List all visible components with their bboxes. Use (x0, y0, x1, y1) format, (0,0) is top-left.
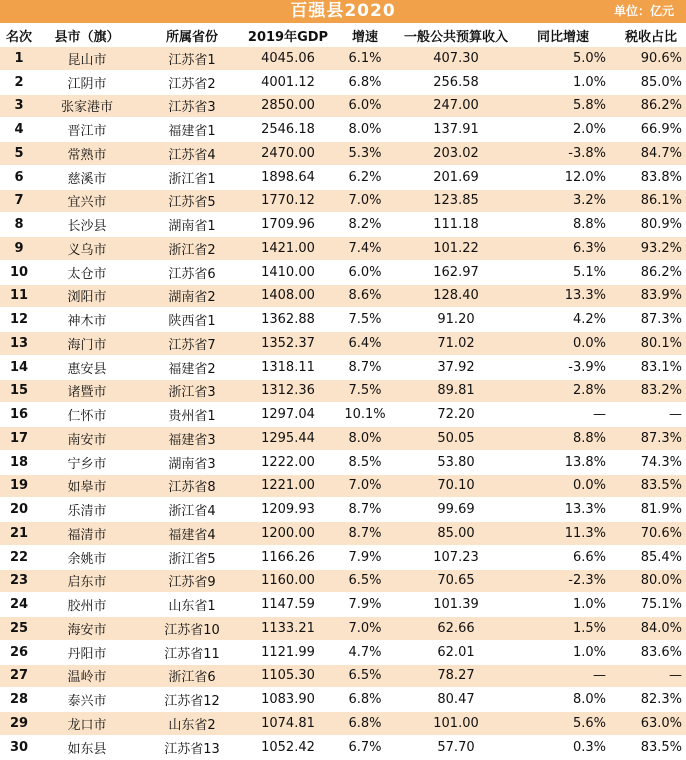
province-cell: 江苏省12 (136, 688, 244, 712)
rank-cell: 19 (0, 474, 38, 498)
unit-label: 单位：亿元 (613, 4, 674, 18)
province-cell: 江苏省2 (136, 70, 244, 94)
gdp-cell: 1121.99 (244, 640, 332, 664)
gdp-cell: 1105.30 (244, 664, 332, 688)
gdp-cell: 1052.42 (244, 735, 332, 759)
yoy-cell: 5.0% (514, 47, 612, 70)
city-cell: 丹阳市 (38, 640, 136, 664)
rank-cell: 29 (0, 712, 38, 736)
rank-cell: 7 (0, 189, 38, 213)
table-row (0, 332, 686, 356)
growth-cell: 6.5% (332, 569, 398, 593)
table-row (0, 545, 686, 569)
revenue-cell: 62.66 (398, 617, 514, 641)
province-cell: 江苏省11 (136, 640, 244, 664)
gdp-cell: 4045.06 (244, 47, 332, 70)
growth-cell: 6.8% (332, 688, 398, 712)
city-cell: 温岭市 (38, 664, 136, 688)
gdp-cell: 1221.00 (244, 474, 332, 498)
tax-share-cell: 86.1% (612, 189, 686, 213)
city-cell: 仁怀市 (38, 403, 136, 427)
header-row (0, 23, 686, 47)
growth-cell: 7.5% (332, 308, 398, 332)
gdp-cell: 2546.18 (244, 118, 332, 142)
table-row (0, 47, 686, 70)
revenue-cell: 162.97 (398, 260, 514, 284)
tax-share-cell: 86.2% (612, 260, 686, 284)
province-cell: 江苏省3 (136, 94, 244, 118)
yoy-cell: 1.0% (514, 593, 612, 617)
revenue-cell: 128.40 (398, 284, 514, 308)
rank-cell: 21 (0, 522, 38, 546)
revenue-cell: 256.58 (398, 70, 514, 94)
table-row (0, 617, 686, 641)
table-row (0, 735, 686, 759)
growth-cell: 5.3% (332, 142, 398, 166)
revenue-cell: 101.39 (398, 593, 514, 617)
tax-share-cell: 80.1% (612, 332, 686, 356)
gdp-cell: 4001.12 (244, 70, 332, 94)
province-cell: 陕西省1 (136, 308, 244, 332)
growth-cell: 6.0% (332, 94, 398, 118)
tax-share-cell: 80.9% (612, 213, 686, 237)
revenue-cell: 80.47 (398, 688, 514, 712)
table-row (0, 474, 686, 498)
gdp-cell: 1074.81 (244, 712, 332, 736)
yoy-cell: 8.8% (514, 213, 612, 237)
province-cell: 福建省1 (136, 118, 244, 142)
rank-cell: 26 (0, 640, 38, 664)
yoy-cell: 0.0% (514, 474, 612, 498)
revenue-cell: 85.00 (398, 522, 514, 546)
province-cell: 江苏省10 (136, 617, 244, 641)
rank-cell: 25 (0, 617, 38, 641)
city-cell: 南安市 (38, 427, 136, 451)
table-row (0, 522, 686, 546)
gdp-cell: 1362.88 (244, 308, 332, 332)
tax-share-cell: 83.1% (612, 355, 686, 379)
city-cell: 诸暨市 (38, 379, 136, 403)
rank-cell: 3 (0, 94, 38, 118)
title-bar (0, 0, 686, 23)
province-cell: 江苏省7 (136, 332, 244, 356)
revenue-cell: 62.01 (398, 640, 514, 664)
col-header-city: 县市（旗） (38, 23, 136, 47)
growth-cell: 7.0% (332, 617, 398, 641)
province-cell: 湖南省1 (136, 213, 244, 237)
revenue-cell: 78.27 (398, 664, 514, 688)
tax-share-cell: 83.2% (612, 379, 686, 403)
yoy-cell: 5.1% (514, 260, 612, 284)
yoy-cell: 13.3% (514, 498, 612, 522)
yoy-cell: 11.3% (514, 522, 612, 546)
city-cell: 义乌市 (38, 237, 136, 261)
city-cell: 晋江市 (38, 118, 136, 142)
revenue-cell: 37.92 (398, 355, 514, 379)
city-cell: 如东县 (38, 735, 136, 759)
col-header-tax-share: 税收占比 (612, 23, 686, 47)
revenue-cell: 201.69 (398, 165, 514, 189)
yoy-cell: 1.5% (514, 617, 612, 641)
tax-share-cell: 90.6% (612, 47, 686, 70)
revenue-cell: 50.05 (398, 427, 514, 451)
gdp-cell: 1083.90 (244, 688, 332, 712)
col-header-gdp: 2019年GDP (244, 23, 332, 47)
rank-cell: 18 (0, 450, 38, 474)
gdp-cell: 1312.36 (244, 379, 332, 403)
table-row (0, 355, 686, 379)
table-row (0, 189, 686, 213)
rank-cell: 14 (0, 355, 38, 379)
gdp-cell: 1410.00 (244, 260, 332, 284)
province-cell: 江苏省13 (136, 735, 244, 759)
gdp-cell: 1421.00 (244, 237, 332, 261)
city-cell: 昆山市 (38, 47, 136, 70)
rank-cell: 12 (0, 308, 38, 332)
province-cell: 江苏省5 (136, 189, 244, 213)
yoy-cell: -3.9% (514, 355, 612, 379)
table-row (0, 403, 686, 427)
province-cell: 江苏省4 (136, 142, 244, 166)
tax-share-cell: 83.5% (612, 735, 686, 759)
revenue-cell: 203.02 (398, 142, 514, 166)
city-cell: 惠安县 (38, 355, 136, 379)
table-row (0, 165, 686, 189)
growth-cell: 8.5% (332, 450, 398, 474)
gdp-cell: 1133.21 (244, 617, 332, 641)
revenue-cell: 247.00 (398, 94, 514, 118)
revenue-cell: 72.20 (398, 403, 514, 427)
revenue-cell: 70.10 (398, 474, 514, 498)
gdp-cell: 1222.00 (244, 450, 332, 474)
yoy-cell: -2.3% (514, 569, 612, 593)
yoy-cell: 3.2% (514, 189, 612, 213)
yoy-cell: 8.0% (514, 688, 612, 712)
yoy-cell: 8.8% (514, 427, 612, 451)
col-header-rank: 名次 (0, 23, 38, 47)
city-cell: 泰兴市 (38, 688, 136, 712)
tax-share-cell: 63.0% (612, 712, 686, 736)
province-cell: 浙江省4 (136, 498, 244, 522)
yoy-cell: 5.8% (514, 94, 612, 118)
rank-cell: 1 (0, 47, 38, 70)
province-cell: 浙江省2 (136, 237, 244, 261)
revenue-cell: 99.69 (398, 498, 514, 522)
rank-cell: 4 (0, 118, 38, 142)
rank-cell: 6 (0, 165, 38, 189)
growth-cell: 7.9% (332, 593, 398, 617)
growth-cell: 8.6% (332, 284, 398, 308)
rank-cell: 10 (0, 260, 38, 284)
growth-cell: 8.7% (332, 498, 398, 522)
revenue-cell: 53.80 (398, 450, 514, 474)
gdp-cell: 2470.00 (244, 142, 332, 166)
table-row (0, 94, 686, 118)
growth-cell: 8.7% (332, 355, 398, 379)
ranking-table (0, 23, 686, 760)
table-row (0, 664, 686, 688)
city-cell: 宜兴市 (38, 189, 136, 213)
gdp-cell: 1770.12 (244, 189, 332, 213)
col-header-yoy: 同比增速 (514, 23, 612, 47)
city-cell: 如皋市 (38, 474, 136, 498)
rank-cell: 5 (0, 142, 38, 166)
rank-cell: 24 (0, 593, 38, 617)
rank-cell: 16 (0, 403, 38, 427)
yoy-cell: — (514, 403, 612, 427)
revenue-cell: 107.23 (398, 545, 514, 569)
growth-cell: 6.8% (332, 70, 398, 94)
growth-cell: 6.0% (332, 260, 398, 284)
tax-share-cell: 83.8% (612, 165, 686, 189)
growth-cell: 8.2% (332, 213, 398, 237)
revenue-cell: 137.91 (398, 118, 514, 142)
growth-cell: 8.7% (332, 522, 398, 546)
growth-cell: 6.7% (332, 735, 398, 759)
gdp-cell: 1295.44 (244, 427, 332, 451)
revenue-cell: 91.20 (398, 308, 514, 332)
yoy-cell: 4.2% (514, 308, 612, 332)
yoy-cell: 6.6% (514, 545, 612, 569)
table-row (0, 237, 686, 261)
tax-share-cell: 75.1% (612, 593, 686, 617)
table-row (0, 379, 686, 403)
city-cell: 宁乡市 (38, 450, 136, 474)
growth-cell: 10.1% (332, 403, 398, 427)
revenue-cell: 71.02 (398, 332, 514, 356)
growth-cell: 7.5% (332, 379, 398, 403)
table-row (0, 213, 686, 237)
city-cell: 神木市 (38, 308, 136, 332)
tax-share-cell: 83.5% (612, 474, 686, 498)
city-cell: 启东市 (38, 569, 136, 593)
gdp-cell: 1147.59 (244, 593, 332, 617)
table-row (0, 427, 686, 451)
gdp-cell: 1352.37 (244, 332, 332, 356)
rank-cell: 27 (0, 664, 38, 688)
tax-share-cell: 83.6% (612, 640, 686, 664)
tax-share-cell: 85.0% (612, 70, 686, 94)
city-cell: 龙口市 (38, 712, 136, 736)
city-cell: 胶州市 (38, 593, 136, 617)
rank-cell: 13 (0, 332, 38, 356)
gdp-cell: 1297.04 (244, 403, 332, 427)
tax-share-cell: — (612, 664, 686, 688)
growth-cell: 8.0% (332, 118, 398, 142)
growth-cell: 6.4% (332, 332, 398, 356)
city-cell: 张家港市 (38, 94, 136, 118)
province-cell: 山东省1 (136, 593, 244, 617)
city-cell: 福清市 (38, 522, 136, 546)
gdp-cell: 1200.00 (244, 522, 332, 546)
city-cell: 乐清市 (38, 498, 136, 522)
province-cell: 江苏省1 (136, 47, 244, 70)
table-row (0, 450, 686, 474)
city-cell: 浏阳市 (38, 284, 136, 308)
table-row (0, 308, 686, 332)
rank-cell: 15 (0, 379, 38, 403)
tax-share-cell: 93.2% (612, 237, 686, 261)
city-cell: 海门市 (38, 332, 136, 356)
tax-share-cell: 81.9% (612, 498, 686, 522)
rank-cell: 23 (0, 569, 38, 593)
city-cell: 长沙县 (38, 213, 136, 237)
revenue-cell: 123.85 (398, 189, 514, 213)
tax-share-cell: — (612, 403, 686, 427)
tax-share-cell: 74.3% (612, 450, 686, 474)
table-row (0, 70, 686, 94)
revenue-cell: 89.81 (398, 379, 514, 403)
city-cell: 太仓市 (38, 260, 136, 284)
growth-cell: 6.2% (332, 165, 398, 189)
yoy-cell: 1.0% (514, 70, 612, 94)
revenue-cell: 57.70 (398, 735, 514, 759)
rank-cell: 30 (0, 735, 38, 759)
gdp-cell: 1898.64 (244, 165, 332, 189)
gdp-cell: 1318.11 (244, 355, 332, 379)
growth-cell: 7.0% (332, 474, 398, 498)
rank-cell: 8 (0, 213, 38, 237)
yoy-cell: 5.6% (514, 712, 612, 736)
gdp-cell: 1166.26 (244, 545, 332, 569)
yoy-cell: 2.8% (514, 379, 612, 403)
table-body (0, 47, 686, 759)
gdp-cell: 1209.93 (244, 498, 332, 522)
rank-cell: 17 (0, 427, 38, 451)
rank-cell: 20 (0, 498, 38, 522)
province-cell: 浙江省6 (136, 664, 244, 688)
tax-share-cell: 84.7% (612, 142, 686, 166)
province-cell: 浙江省5 (136, 545, 244, 569)
tax-share-cell: 84.0% (612, 617, 686, 641)
tax-share-cell: 70.6% (612, 522, 686, 546)
province-cell: 浙江省1 (136, 165, 244, 189)
city-cell: 常熟市 (38, 142, 136, 166)
table-row (0, 284, 686, 308)
table-row (0, 118, 686, 142)
yoy-cell: -3.8% (514, 142, 612, 166)
table-row (0, 260, 686, 284)
growth-cell: 6.1% (332, 47, 398, 70)
yoy-cell: 0.0% (514, 332, 612, 356)
province-cell: 湖南省2 (136, 284, 244, 308)
revenue-cell: 101.22 (398, 237, 514, 261)
growth-cell: 7.0% (332, 189, 398, 213)
growth-cell: 6.8% (332, 712, 398, 736)
province-cell: 福建省4 (136, 522, 244, 546)
tax-share-cell: 85.4% (612, 545, 686, 569)
province-cell: 江苏省6 (136, 260, 244, 284)
tax-share-cell: 87.3% (612, 308, 686, 332)
province-cell: 湖南省3 (136, 450, 244, 474)
province-cell: 江苏省8 (136, 474, 244, 498)
yoy-cell: 12.0% (514, 165, 612, 189)
tax-share-cell: 86.2% (612, 94, 686, 118)
tax-share-cell: 80.0% (612, 569, 686, 593)
rank-cell: 11 (0, 284, 38, 308)
table-row (0, 142, 686, 166)
revenue-cell: 101.00 (398, 712, 514, 736)
table-row (0, 569, 686, 593)
tax-share-cell: 82.3% (612, 688, 686, 712)
rank-cell: 9 (0, 237, 38, 261)
table-title: 百强县2020 (290, 1, 396, 21)
growth-cell: 7.4% (332, 237, 398, 261)
city-cell: 江阴市 (38, 70, 136, 94)
yoy-cell: 13.8% (514, 450, 612, 474)
tax-share-cell: 66.9% (612, 118, 686, 142)
col-header-revenue: 一般公共预算收入 (398, 23, 514, 47)
rank-cell: 2 (0, 70, 38, 94)
table-row (0, 712, 686, 736)
province-cell: 贵州省1 (136, 403, 244, 427)
yoy-cell: — (514, 664, 612, 688)
growth-cell: 7.9% (332, 545, 398, 569)
revenue-cell: 407.30 (398, 47, 514, 70)
table-row (0, 640, 686, 664)
col-header-province: 所属省份 (136, 23, 244, 47)
gdp-cell: 1160.00 (244, 569, 332, 593)
revenue-cell: 111.18 (398, 213, 514, 237)
table-row (0, 498, 686, 522)
tax-share-cell: 83.9% (612, 284, 686, 308)
gdp-cell: 2850.00 (244, 94, 332, 118)
province-cell: 福建省2 (136, 355, 244, 379)
city-cell: 余姚市 (38, 545, 136, 569)
gdp-cell: 1709.96 (244, 213, 332, 237)
city-cell: 海安市 (38, 617, 136, 641)
growth-cell: 4.7% (332, 640, 398, 664)
province-cell: 福建省3 (136, 427, 244, 451)
revenue-cell: 70.65 (398, 569, 514, 593)
province-cell: 山东省2 (136, 712, 244, 736)
yoy-cell: 2.0% (514, 118, 612, 142)
rank-cell: 28 (0, 688, 38, 712)
yoy-cell: 1.0% (514, 640, 612, 664)
yoy-cell: 6.3% (514, 237, 612, 261)
growth-cell: 6.5% (332, 664, 398, 688)
yoy-cell: 0.3% (514, 735, 612, 759)
city-cell: 慈溪市 (38, 165, 136, 189)
col-header-growth: 增速 (332, 23, 398, 47)
province-cell: 江苏省9 (136, 569, 244, 593)
growth-cell: 8.0% (332, 427, 398, 451)
yoy-cell: 13.3% (514, 284, 612, 308)
tax-share-cell: 87.3% (612, 427, 686, 451)
gdp-cell: 1408.00 (244, 284, 332, 308)
table-row (0, 593, 686, 617)
province-cell: 浙江省3 (136, 379, 244, 403)
rank-cell: 22 (0, 545, 38, 569)
